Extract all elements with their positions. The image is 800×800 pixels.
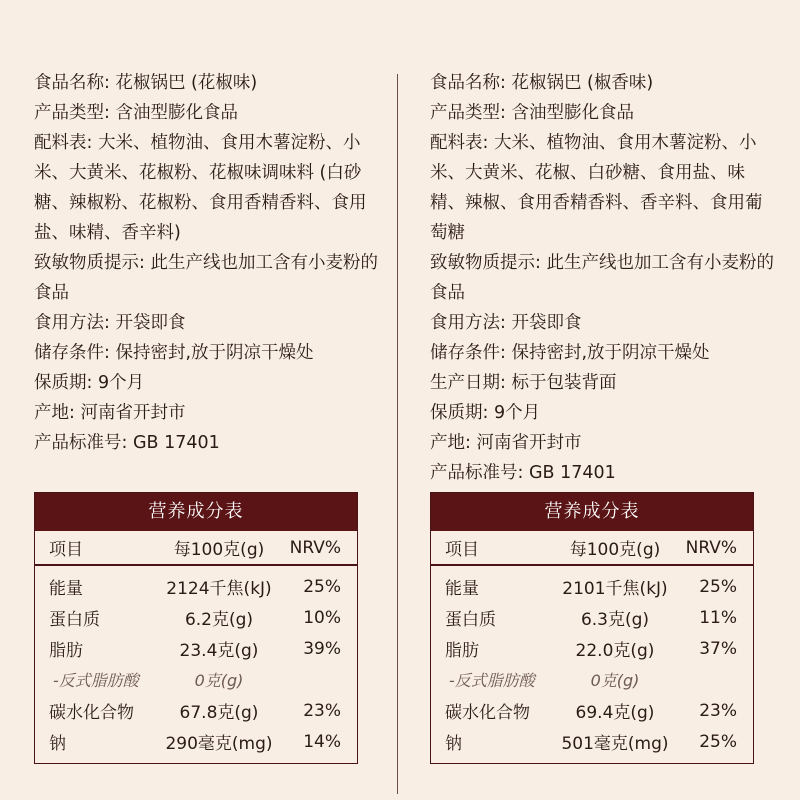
nutrient-name: 能量 <box>445 579 479 599</box>
nutrient-amount: 6.2克(g) <box>184 610 254 630</box>
header-item: 项目 <box>49 540 83 560</box>
origin: 产地: 河南省开封市 <box>430 433 582 453</box>
product-info-left <box>34 68 379 458</box>
nutrient-name: 能量 <box>49 579 83 599</box>
nutrition-table-right <box>430 492 754 764</box>
standard-number: 产品标准号: GB 17401 <box>430 463 616 483</box>
table-row <box>35 695 357 726</box>
nutrient-name: 蛋白质 <box>445 610 496 630</box>
nutrient-name: 蛋白质 <box>49 610 100 630</box>
nutrition-table-title: 营养成分表 <box>431 493 753 531</box>
header-per100g: 每100克(g) <box>173 540 265 560</box>
allergen-notice: 致敏物质提示: 此生产线也加工含有小麦粉的食品 <box>34 253 378 303</box>
table-row <box>431 602 753 633</box>
nutrient-name: 碳水化合物 <box>49 703 134 723</box>
table-row <box>35 664 357 695</box>
storage-conditions: 储存条件: 保持密封,放于阴凉干燥处 <box>34 343 314 363</box>
nutrient-amount: 69.4克(g) <box>575 703 655 723</box>
nutrient-amount: 2101千焦(kJ) <box>562 579 668 599</box>
table-row <box>35 602 357 633</box>
standard-number: 产品标准号: GB 17401 <box>34 433 220 453</box>
nutrient-amount: 501毫克(mg) <box>561 734 669 754</box>
nutrient-amount: 290毫克(mg) <box>165 734 273 754</box>
nutrient-nrv: 10% <box>303 607 341 628</box>
nutrient-nrv: 11% <box>699 607 737 628</box>
shelf-life: 保质期: 9个月 <box>34 373 145 393</box>
header-nrv: NRV% <box>685 537 737 558</box>
table-row <box>35 571 357 602</box>
table-row <box>431 664 753 695</box>
nutrition-header-row <box>431 531 753 566</box>
nutrient-amount: 22.0克(g) <box>575 641 655 661</box>
nutrition-table-title: 营养成分表 <box>35 493 357 531</box>
storage-conditions: 储存条件: 保持密封,放于阴凉干燥处 <box>430 343 710 363</box>
usage-method: 食用方法: 开袋即食 <box>34 313 186 333</box>
table-row <box>431 726 753 757</box>
header-nrv: NRV% <box>289 537 341 558</box>
nutrient-nrv: 39% <box>303 638 341 659</box>
usage-method: 食用方法: 开袋即食 <box>430 313 582 333</box>
nutrient-amount: 2124千焦(kJ) <box>166 579 272 599</box>
nutrient-amount: 67.8克(g) <box>179 703 259 723</box>
nutrient-amount: 0克(g) <box>590 671 640 690</box>
column-divider <box>397 74 398 794</box>
ingredients: 配料表: 大米、植物油、食用木薯淀粉、小米、大黄米、花椒粉、花椒味调味料 (白砂糖、辣椒粉、花椒粉、食用香精香料、食用盐、味精、香辛料) <box>34 133 367 243</box>
nutrient-name: 钠 <box>49 734 66 754</box>
product-type: 产品类型: 含油型膨化食品 <box>34 103 238 123</box>
nutrient-name: -反式脂肪酸 <box>449 671 535 690</box>
nutrition-table-left <box>34 492 358 764</box>
table-row <box>35 726 357 757</box>
allergen-notice: 致敏物质提示: 此生产线也加工含有小麦粉的食品 <box>430 253 774 303</box>
product-name: 食品名称: 花椒锅巴 (椒香味) <box>430 73 654 93</box>
table-row <box>35 633 357 664</box>
table-row <box>431 571 753 602</box>
nutrient-nrv: 14% <box>303 731 341 752</box>
header-item: 项目 <box>445 540 479 560</box>
nutrient-nrv: 25% <box>699 576 737 597</box>
shelf-life: 保质期: 9个月 <box>430 403 541 423</box>
product-info-right <box>430 68 775 488</box>
origin: 产地: 河南省开封市 <box>34 403 186 423</box>
production-date: 生产日期: 标于包装背面 <box>430 373 617 393</box>
nutrient-name: -反式脂肪酸 <box>53 671 139 690</box>
ingredients: 配料表: 大米、植物油、食用木薯淀粉、小米、大黄米、花椒、白砂糖、食用盐、味精、辣椒、食用香精香料、香辛料、食用葡萄糖 <box>430 133 763 243</box>
nutrient-nrv: 25% <box>699 731 737 752</box>
nutrient-name: 钠 <box>445 734 462 754</box>
nutrient-amount: 6.3克(g) <box>580 610 650 630</box>
nutrient-name: 脂肪 <box>445 641 479 661</box>
table-row <box>431 695 753 726</box>
product-name: 食品名称: 花椒锅巴 (花椒味) <box>34 73 258 93</box>
nutrient-nrv: 37% <box>699 638 737 659</box>
table-row <box>431 633 753 664</box>
nutrient-name: 碳水化合物 <box>445 703 530 723</box>
nutrient-name: 脂肪 <box>49 641 83 661</box>
nutrient-amount: 23.4克(g) <box>179 641 259 661</box>
header-per100g: 每100克(g) <box>569 540 661 560</box>
nutrient-nrv: 23% <box>699 700 737 721</box>
nutrient-nrv: 25% <box>303 576 341 597</box>
nutrient-amount: 0克(g) <box>194 671 244 690</box>
product-type: 产品类型: 含油型膨化食品 <box>430 103 634 123</box>
nutrient-nrv: 23% <box>303 700 341 721</box>
nutrition-header-row <box>35 531 357 566</box>
